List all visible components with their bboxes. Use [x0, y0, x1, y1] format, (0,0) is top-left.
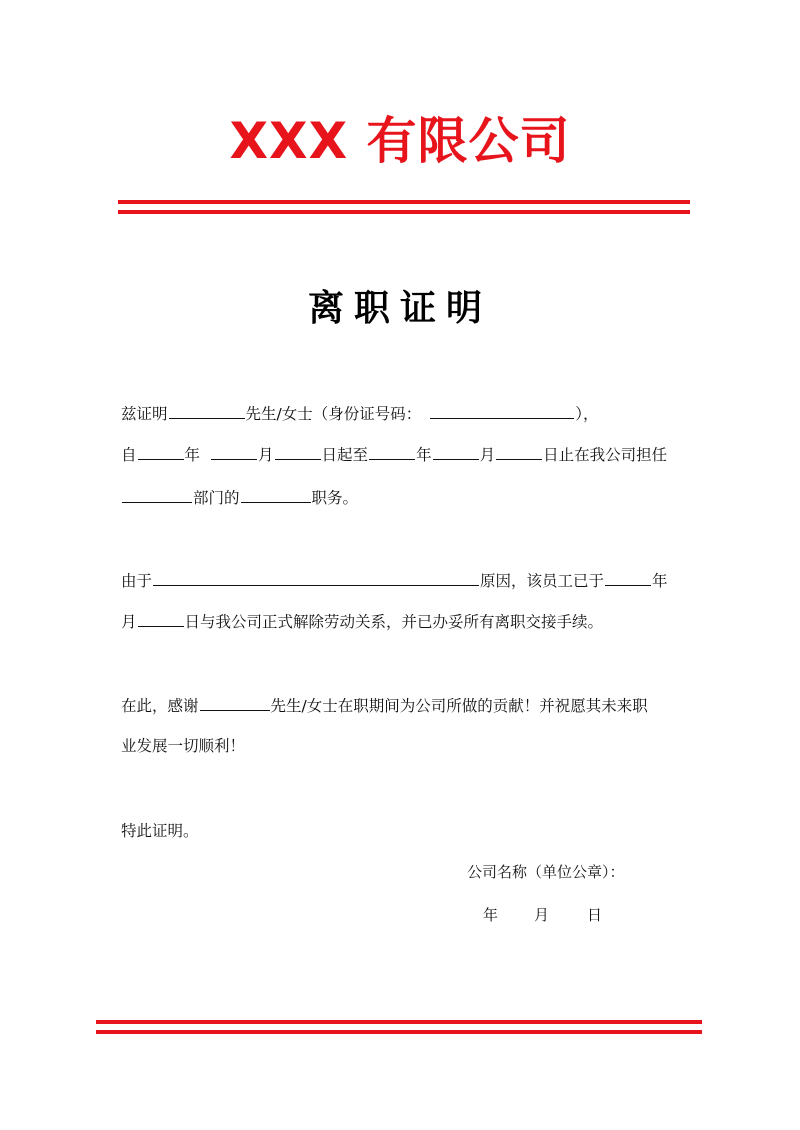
para2-line2: 月 日与我公司正式解除劳动关系，并已办妥所有离职交接手续。 [121, 610, 603, 633]
start-day-blank [275, 443, 321, 460]
para2-line1: 由于 原因，该员工已于 年 [121, 569, 668, 592]
leave-month-day-blank [138, 610, 184, 627]
document-title: 离职证明 [307, 288, 492, 329]
end-year-blank [369, 443, 415, 460]
reason-blank [153, 569, 479, 586]
sign-day-label: 日 [587, 906, 603, 924]
para3-line2: 业发展一切顺利！ [121, 737, 246, 755]
thanks-name-blank [200, 694, 270, 711]
para1-line1: 兹证明 先生/女士（身份证号码： ）， [121, 402, 599, 425]
start-month-blank [211, 443, 257, 460]
para1-line3: 部门的 职务。 [121, 486, 358, 509]
start-year-blank [138, 443, 184, 460]
end-month-blank [433, 443, 479, 460]
position-blank [241, 486, 311, 503]
header-rule-top [118, 200, 690, 204]
sign-year-label: 年 [483, 906, 499, 924]
end-day-blank [496, 443, 542, 460]
closing-text: 特此证明。 [121, 822, 199, 840]
department-blank [122, 486, 192, 503]
footer-rule-top [96, 1020, 702, 1024]
id-number-blank [430, 402, 574, 419]
para1-line2: 自 年 月 日起至 年 月 日止在我公司担任 [121, 443, 667, 466]
footer-rule-bottom [96, 1030, 702, 1034]
para3-line1: 在此，感谢 先生/女士在职期间为公司所做的贡献！并祝愿其未来职 [121, 694, 648, 717]
header-rule-bottom [118, 210, 690, 214]
company-title: XXX 有限公司 [229, 112, 571, 170]
name-blank [169, 402, 245, 419]
company-seal-label: 公司名称（单位公章）： [467, 863, 625, 881]
sign-month-label: 月 [534, 906, 550, 924]
leave-year-blank [605, 569, 651, 586]
